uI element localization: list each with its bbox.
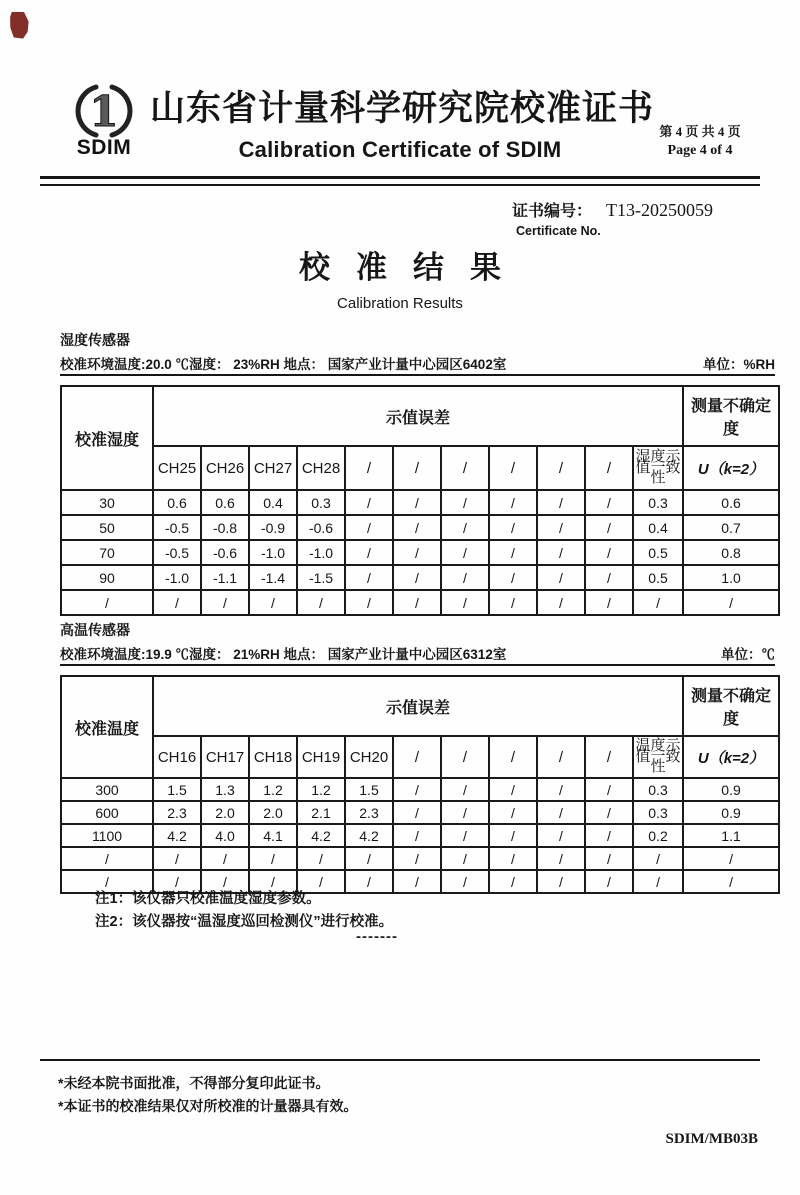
table-cell: / [345, 490, 393, 515]
table-cell: -0.6 [297, 515, 345, 540]
notes-block [95, 888, 393, 934]
uncertainty-header: 测量不确定度 [683, 386, 779, 446]
table-cell: / [489, 847, 537, 870]
table-cell: / [683, 870, 779, 893]
table-cell: / [345, 590, 393, 615]
table-cell: 0.5 [633, 565, 683, 590]
table-cell: / [441, 565, 489, 590]
header-titles [150, 88, 655, 163]
table-subheader-row [61, 446, 779, 490]
results-title-en: Calibration Results [337, 295, 463, 312]
u-k2-header: U（k=2） [683, 736, 779, 778]
table-cell: / [489, 490, 537, 515]
table-cell: / [201, 847, 249, 870]
table-cell: / [489, 565, 537, 590]
table-cell: / [61, 847, 153, 870]
table-cell: 0.9 [683, 801, 779, 824]
table-cell: / [585, 490, 633, 515]
table-cell: / [153, 847, 201, 870]
error-header: 示值误差 [153, 676, 683, 736]
table-row [61, 801, 779, 824]
table-cell: / [585, 565, 633, 590]
table-cell: / [585, 515, 633, 540]
table-cell: -0.6 [201, 540, 249, 565]
corner-header: 校准湿度 [61, 386, 153, 490]
certificate-number-label-cn: 证书编号： [512, 203, 593, 220]
humidity-results-table [60, 385, 780, 616]
table-cell: 70 [61, 540, 153, 565]
table-cell: / [585, 540, 633, 565]
table-cell: / [345, 515, 393, 540]
table-cell: -0.5 [153, 540, 201, 565]
table-row [61, 778, 779, 801]
table-cell: / [441, 590, 489, 615]
table-cell: / [537, 540, 585, 565]
table-cell: -1.5 [297, 565, 345, 590]
table-cell: 300 [61, 778, 153, 801]
table-cell: 0.4 [633, 515, 683, 540]
disclaimer-2: *本证书的校准结果仅对所校准的计量器具有效。 [58, 1098, 358, 1114]
table-body [61, 778, 779, 893]
table-cell: / [393, 490, 441, 515]
certificate-number-line [512, 198, 713, 221]
table-cell: / [537, 515, 585, 540]
table-cell: / [537, 824, 585, 847]
unit-label: 单位：℃ [721, 647, 775, 662]
table-cell: / [441, 540, 489, 565]
column-header: CH25 [153, 446, 201, 490]
table-cell: -0.9 [249, 515, 297, 540]
table-cell: 1.2 [297, 778, 345, 801]
column-header: / [489, 446, 537, 490]
table-cell: -0.5 [153, 515, 201, 540]
table-cell: -1.0 [153, 565, 201, 590]
table-cell: 0.6 [683, 490, 779, 515]
table-cell: / [585, 847, 633, 870]
table-cell: / [585, 778, 633, 801]
table-row [61, 490, 779, 515]
table-cell: / [633, 590, 683, 615]
table-cell: / [249, 590, 297, 615]
table-cell: / [441, 778, 489, 801]
table-cell: / [683, 847, 779, 870]
table-cell: / [153, 590, 201, 615]
table-body [61, 490, 779, 615]
page-number-en: Page 4 of 4 [667, 143, 733, 158]
table-cell: / [489, 590, 537, 615]
table-cell: 2.3 [345, 801, 393, 824]
table-cell: 0.8 [683, 540, 779, 565]
table-cell: / [441, 515, 489, 540]
table-cell: 1100 [61, 824, 153, 847]
unit-label: 单位：%RH [702, 357, 775, 372]
table-cell: / [585, 590, 633, 615]
conditions-text: 校准环境温度:20.0 ℃湿度： 23%RH 地点： 国家产业计量中心园区6402室 [60, 357, 507, 372]
form-code: SDIM/MB03B [665, 1131, 758, 1147]
table-cell: 90 [61, 565, 153, 590]
table-row [61, 515, 779, 540]
table-cell: / [153, 870, 201, 893]
u-k2-header: U（k=2） [683, 446, 779, 490]
table-cell: 1.1 [683, 824, 779, 847]
table-cell: / [345, 847, 393, 870]
table-cell: / [297, 847, 345, 870]
table-cell: / [393, 801, 441, 824]
table-cell: / [489, 515, 537, 540]
table-cell: / [441, 801, 489, 824]
table-header-row [61, 676, 779, 736]
table-cell: -1.0 [249, 540, 297, 565]
table-cell: / [489, 778, 537, 801]
table-cell: / [393, 590, 441, 615]
end-dashes: ------- [356, 928, 398, 945]
table-cell: -1.4 [249, 565, 297, 590]
table-cell: / [61, 590, 153, 615]
table-cell: / [249, 847, 297, 870]
column-header: CH19 [297, 736, 345, 778]
table-cell: 1.2 [249, 778, 297, 801]
table-row [61, 824, 779, 847]
table-cell: / [393, 540, 441, 565]
page-info [640, 121, 760, 159]
table-cell: 0.7 [683, 515, 779, 540]
institute-title-en: Calibration Certificate of SDIM [238, 137, 562, 162]
table-cell: 4.1 [249, 824, 297, 847]
column-header: CH27 [249, 446, 297, 490]
column-header: / [489, 736, 537, 778]
page-header [0, 0, 800, 190]
table-cell: / [585, 801, 633, 824]
column-header: CH17 [201, 736, 249, 778]
table-cell: -1.0 [297, 540, 345, 565]
table-cell: -1.1 [201, 565, 249, 590]
column-header: 温度示值一致性 [633, 736, 683, 778]
table-cell: / [489, 824, 537, 847]
corner-header: 校准温度 [61, 676, 153, 778]
table-cell: 4.0 [201, 824, 249, 847]
institute-title-cn: 山东省计量科学研究院校准证书 [150, 89, 655, 128]
table-cell: / [633, 847, 683, 870]
table-cell: 2.1 [297, 801, 345, 824]
column-header: CH18 [249, 736, 297, 778]
table-cell: / [393, 847, 441, 870]
table-cell: / [201, 870, 249, 893]
calibration-conditions-row [60, 643, 775, 666]
table-cell: 1.3 [201, 778, 249, 801]
table-cell: / [537, 847, 585, 870]
temperature-results-table [60, 675, 780, 894]
table-cell: 600 [61, 801, 153, 824]
table-cell: / [683, 590, 779, 615]
table-cell: / [537, 565, 585, 590]
conditions-text: 校准环境温度:19.9 ℃湿度： 21%RH 地点： 国家产业计量中心园区6312室 [60, 647, 507, 662]
logo-text: SDIM [76, 136, 132, 159]
table-cell: / [393, 824, 441, 847]
column-header: / [537, 446, 585, 490]
table-cell: / [441, 870, 489, 893]
column-header: CH20 [345, 736, 393, 778]
column-header: 湿度示值一致性 [633, 446, 683, 490]
column-header: / [585, 446, 633, 490]
table-cell: / [61, 870, 153, 893]
table-cell: / [537, 490, 585, 515]
table-cell: 2.3 [153, 801, 201, 824]
table-cell: 0.2 [633, 824, 683, 847]
table-cell: 0.4 [249, 490, 297, 515]
table-row [61, 540, 779, 565]
calibration-conditions-row [60, 353, 775, 376]
table-cell: / [297, 590, 345, 615]
column-header: CH26 [201, 446, 249, 490]
certificate-number-value: T13-20250059 [606, 200, 714, 220]
table-row [61, 847, 779, 870]
error-header: 示值误差 [153, 386, 683, 446]
column-header: / [585, 736, 633, 778]
table-cell: / [537, 801, 585, 824]
table-cell: / [633, 870, 683, 893]
certificate-number-label-en: Certificate No. [516, 224, 601, 238]
table-cell: 4.2 [345, 824, 393, 847]
column-header: CH16 [153, 736, 201, 778]
svg-text:1: 1 [89, 87, 119, 136]
column-header: / [441, 446, 489, 490]
humidity-sensor-section [60, 330, 775, 616]
table-cell: 1.5 [345, 778, 393, 801]
table-cell: / [393, 565, 441, 590]
header-divider [40, 176, 760, 186]
table-cell: 4.2 [297, 824, 345, 847]
table-header-row [61, 386, 779, 446]
table-cell: 0.5 [633, 540, 683, 565]
table-cell: -0.8 [201, 515, 249, 540]
column-header: CH28 [297, 446, 345, 490]
results-title-cn: 校准结果 [299, 250, 527, 285]
table-cell: 2.0 [249, 801, 297, 824]
table-cell: / [345, 540, 393, 565]
table-cell: / [585, 824, 633, 847]
note-2: 注2：该仪器按“温湿度巡回检测仪”进行校准。 [95, 914, 394, 930]
table-cell: 1.5 [153, 778, 201, 801]
table-cell: / [585, 870, 633, 893]
table-cell: / [393, 870, 441, 893]
column-header: / [537, 736, 585, 778]
table-cell: 0.3 [633, 801, 683, 824]
table-cell: / [393, 515, 441, 540]
table-cell: 2.0 [201, 801, 249, 824]
high-temp-sensor-section [60, 620, 775, 894]
table-cell: 0.6 [201, 490, 249, 515]
footer-divider [40, 1059, 760, 1061]
table-cell: / [489, 540, 537, 565]
table-cell: / [249, 870, 297, 893]
column-header: / [345, 446, 393, 490]
certificate-number-block [512, 198, 713, 238]
table-cell: 1.0 [683, 565, 779, 590]
table-subheader-row [61, 736, 779, 778]
section-name: 高温传感器 [60, 622, 130, 638]
uncertainty-header: 测量不确定度 [683, 676, 779, 736]
table-cell: 0.3 [633, 778, 683, 801]
table-cell: / [345, 870, 393, 893]
table-cell: 4.2 [153, 824, 201, 847]
table-cell: 50 [61, 515, 153, 540]
table-cell: 0.9 [683, 778, 779, 801]
section-name: 湿度传感器 [60, 332, 130, 348]
table-cell: / [537, 778, 585, 801]
table-cell: / [489, 870, 537, 893]
note-1: 注1：该仪器只校准温度湿度参数。 [95, 891, 321, 907]
table-cell: / [201, 590, 249, 615]
table-cell: / [537, 590, 585, 615]
table-cell: / [345, 565, 393, 590]
table-cell: / [537, 870, 585, 893]
column-header: / [441, 736, 489, 778]
table-cell: 0.6 [153, 490, 201, 515]
table-cell: 0.3 [297, 490, 345, 515]
table-cell: / [393, 778, 441, 801]
table-row [61, 590, 779, 615]
results-title-block [0, 242, 800, 312]
table-cell: / [441, 490, 489, 515]
table-cell: 30 [61, 490, 153, 515]
table-cell: / [441, 824, 489, 847]
table-cell: / [441, 847, 489, 870]
page-number-cn: 第 4 页 共 4 页 [659, 124, 741, 139]
sdim-logo [70, 84, 138, 160]
column-header: / [393, 736, 441, 778]
table-cell: / [489, 801, 537, 824]
table-cell: / [297, 870, 345, 893]
column-header: / [393, 446, 441, 490]
disclaimers-block [58, 1072, 357, 1118]
disclaimer-1: *未经本院书面批准，不得部分复印此证书。 [58, 1075, 330, 1091]
table-row [61, 565, 779, 590]
sdim-logo-icon [74, 84, 134, 138]
table-cell: 0.3 [633, 490, 683, 515]
